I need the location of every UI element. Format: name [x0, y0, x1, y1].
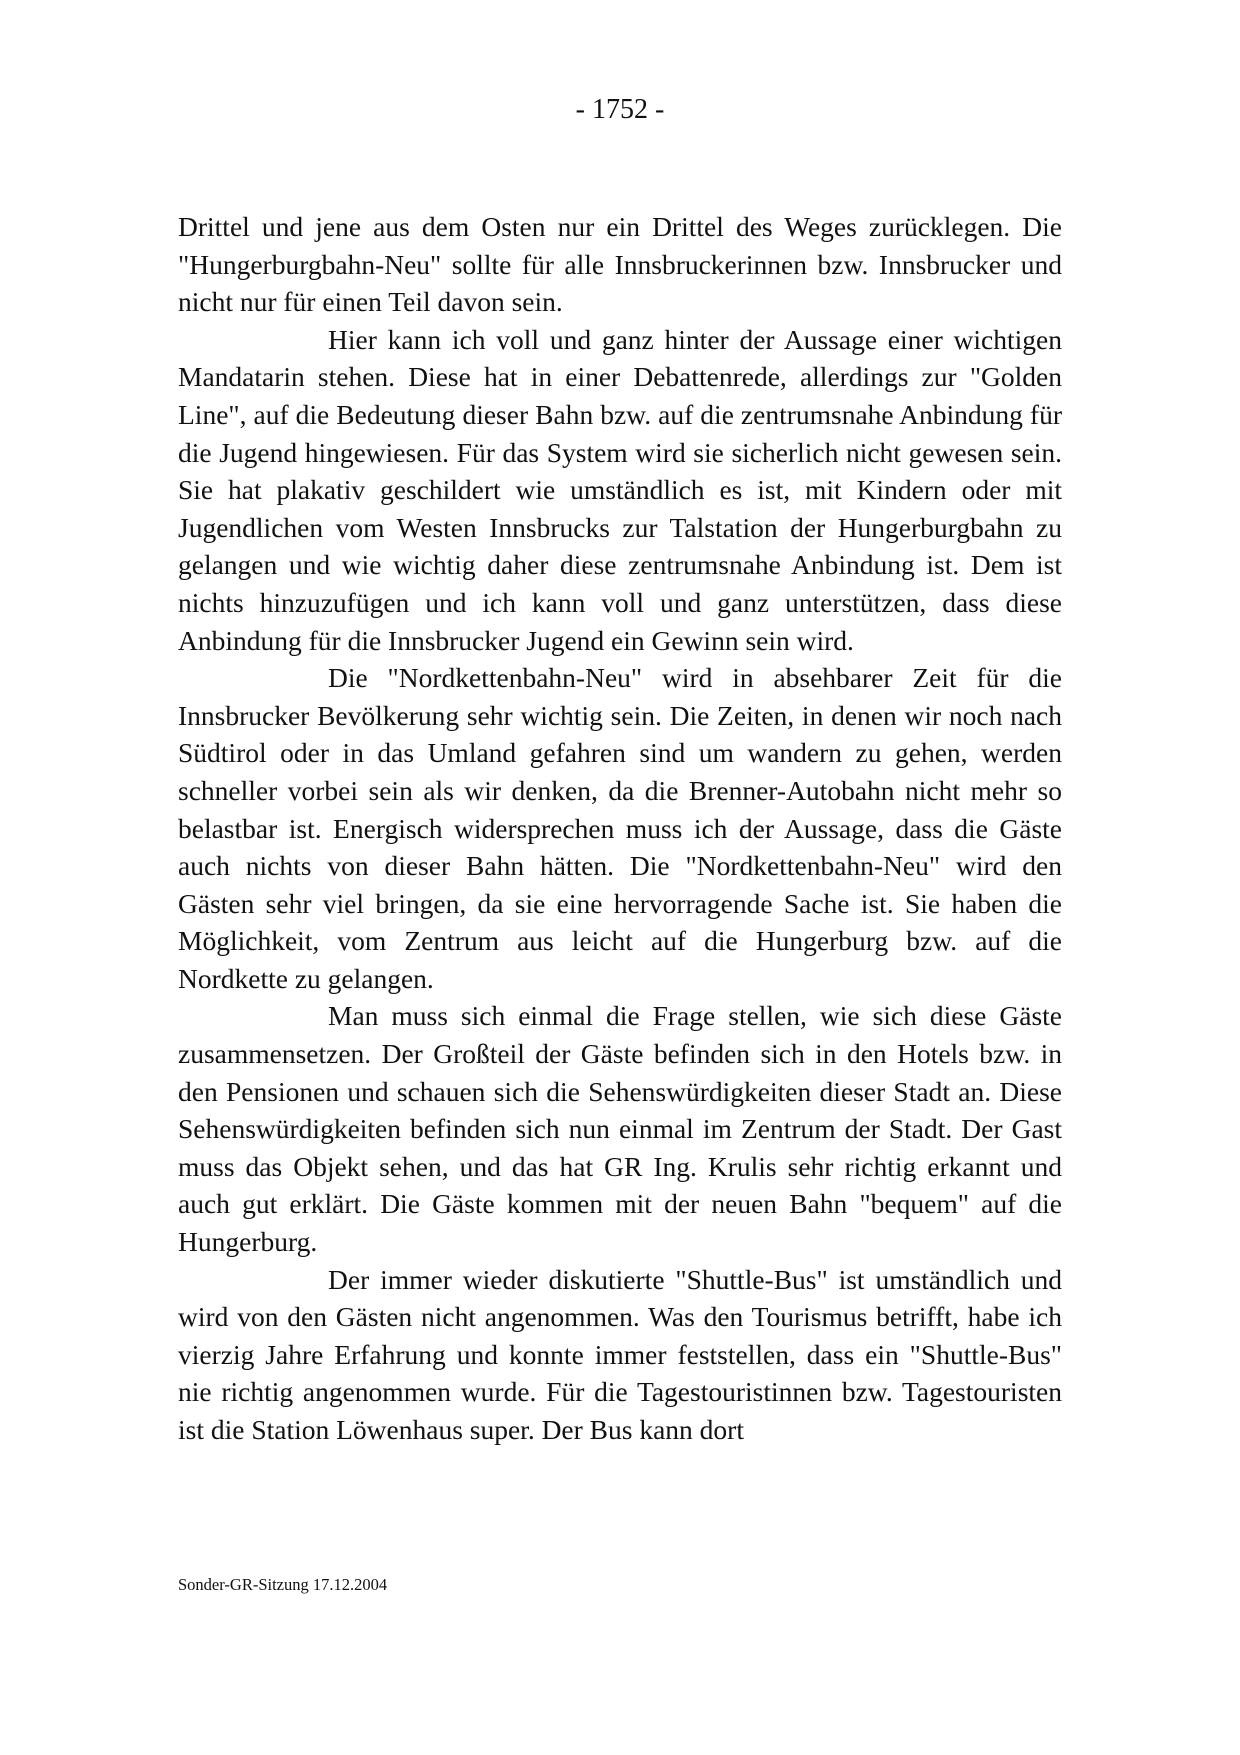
page-number: - 1752 -	[575, 94, 665, 125]
paragraph-4: Man muss sich einmal die Frage stellen, wie sich diese Gäste zusammensetzen. Der Großteil der Gäste befinden sich in den Hotels bzw. in den Pensionen und schauen sich die Sehenswürdigkeiten dieser Stadt an. Diese Sehenswürdigkeiten befinden sich nun einmal im Zentrum der Stadt. Der Gast muss das Objekt sehen, und das hat GR Ing. Krulis sehr richtig erkannt und auch gut erklärt. Die Gäste kommen mit der neuen Bahn "bequem" auf die Hungerburg.	[178, 1000, 1062, 1258]
paragraph-3: Die "Nordkettenbahn-Neu" wird in absehbarer Zeit für die Innsbrucker Bevölkerung sehr wichtig sein. Die Zeiten, in denen wir noch nach Südtirol oder in das Umland gefahren sind um wandern zu gehen, werden schneller vorbei sein als wir denken, da die Brenner-Autobahn nicht mehr so belastbar ist. Energisch widersprechen muss ich der Aussage, dass die Gäste auch nichts von dieser Bahn hätten. Die "Nordkettenbahn-Neu" wird den Gästen sehr viel bringen, da sie eine hervorragende Sache ist. Sie haben die Möglichkeit, vom Zentrum aus leicht auf die Hungerburg bzw. auf die Nordkette zu gelangen.	[178, 662, 1062, 994]
paragraph-2: Hier kann ich voll und ganz hinter der Aussage einer wichtigen Mandatarin stehen. Diese hat in einer Debattenrede, allerdings zur "Golden Line", auf die Bedeutung dieser Bahn bzw. auf die zentrumsnahe Anbindung für die Jugend hingewiesen. Für das System wird sie sicherlich nicht gewesen sein. Sie hat plakativ geschildert wie umständlich es ist, mit Kindern oder mit Jugendlichen vom Westen Innsbrucks zur Talstation der Hungerburgbahn zu gelangen und wie wichtig daher diese zentrumsnahe Anbindung ist. Dem ist nichts hinzuzufügen und ich kann voll und ganz unterstützen, dass diese Anbindung für die Innsbrucker Jugend ein Gewinn sein wird.	[178, 323, 1062, 656]
document-body	[178, 208, 1062, 1449]
paragraph-1: Drittel und jene aus dem Osten nur ein Drittel des Weges zurücklegen. Die "Hungerburgbahn-Neu" sollte für alle Innsbruckerinnen bzw. Innsbrucker und nicht nur für einen Teil davon sein.	[178, 211, 1062, 318]
footer-session-label: Sonder-GR-Sitzung 17.12.2004	[178, 1575, 388, 1594]
paragraph-5: Der immer wieder diskutierte "Shuttle-Bus" ist umständlich und wird von den Gästen nicht angenommen. Was den Tourismus betrifft, habe ich vierzig Jahre Erfahrung und konnte immer feststellen, dass ein "Shuttle-Bus" nie richtig angenommen wurde. Für die Tagestouristinnen bzw. Tagestouristen ist die Station Löwenhaus super. Der Bus kann dort	[178, 1263, 1062, 1445]
